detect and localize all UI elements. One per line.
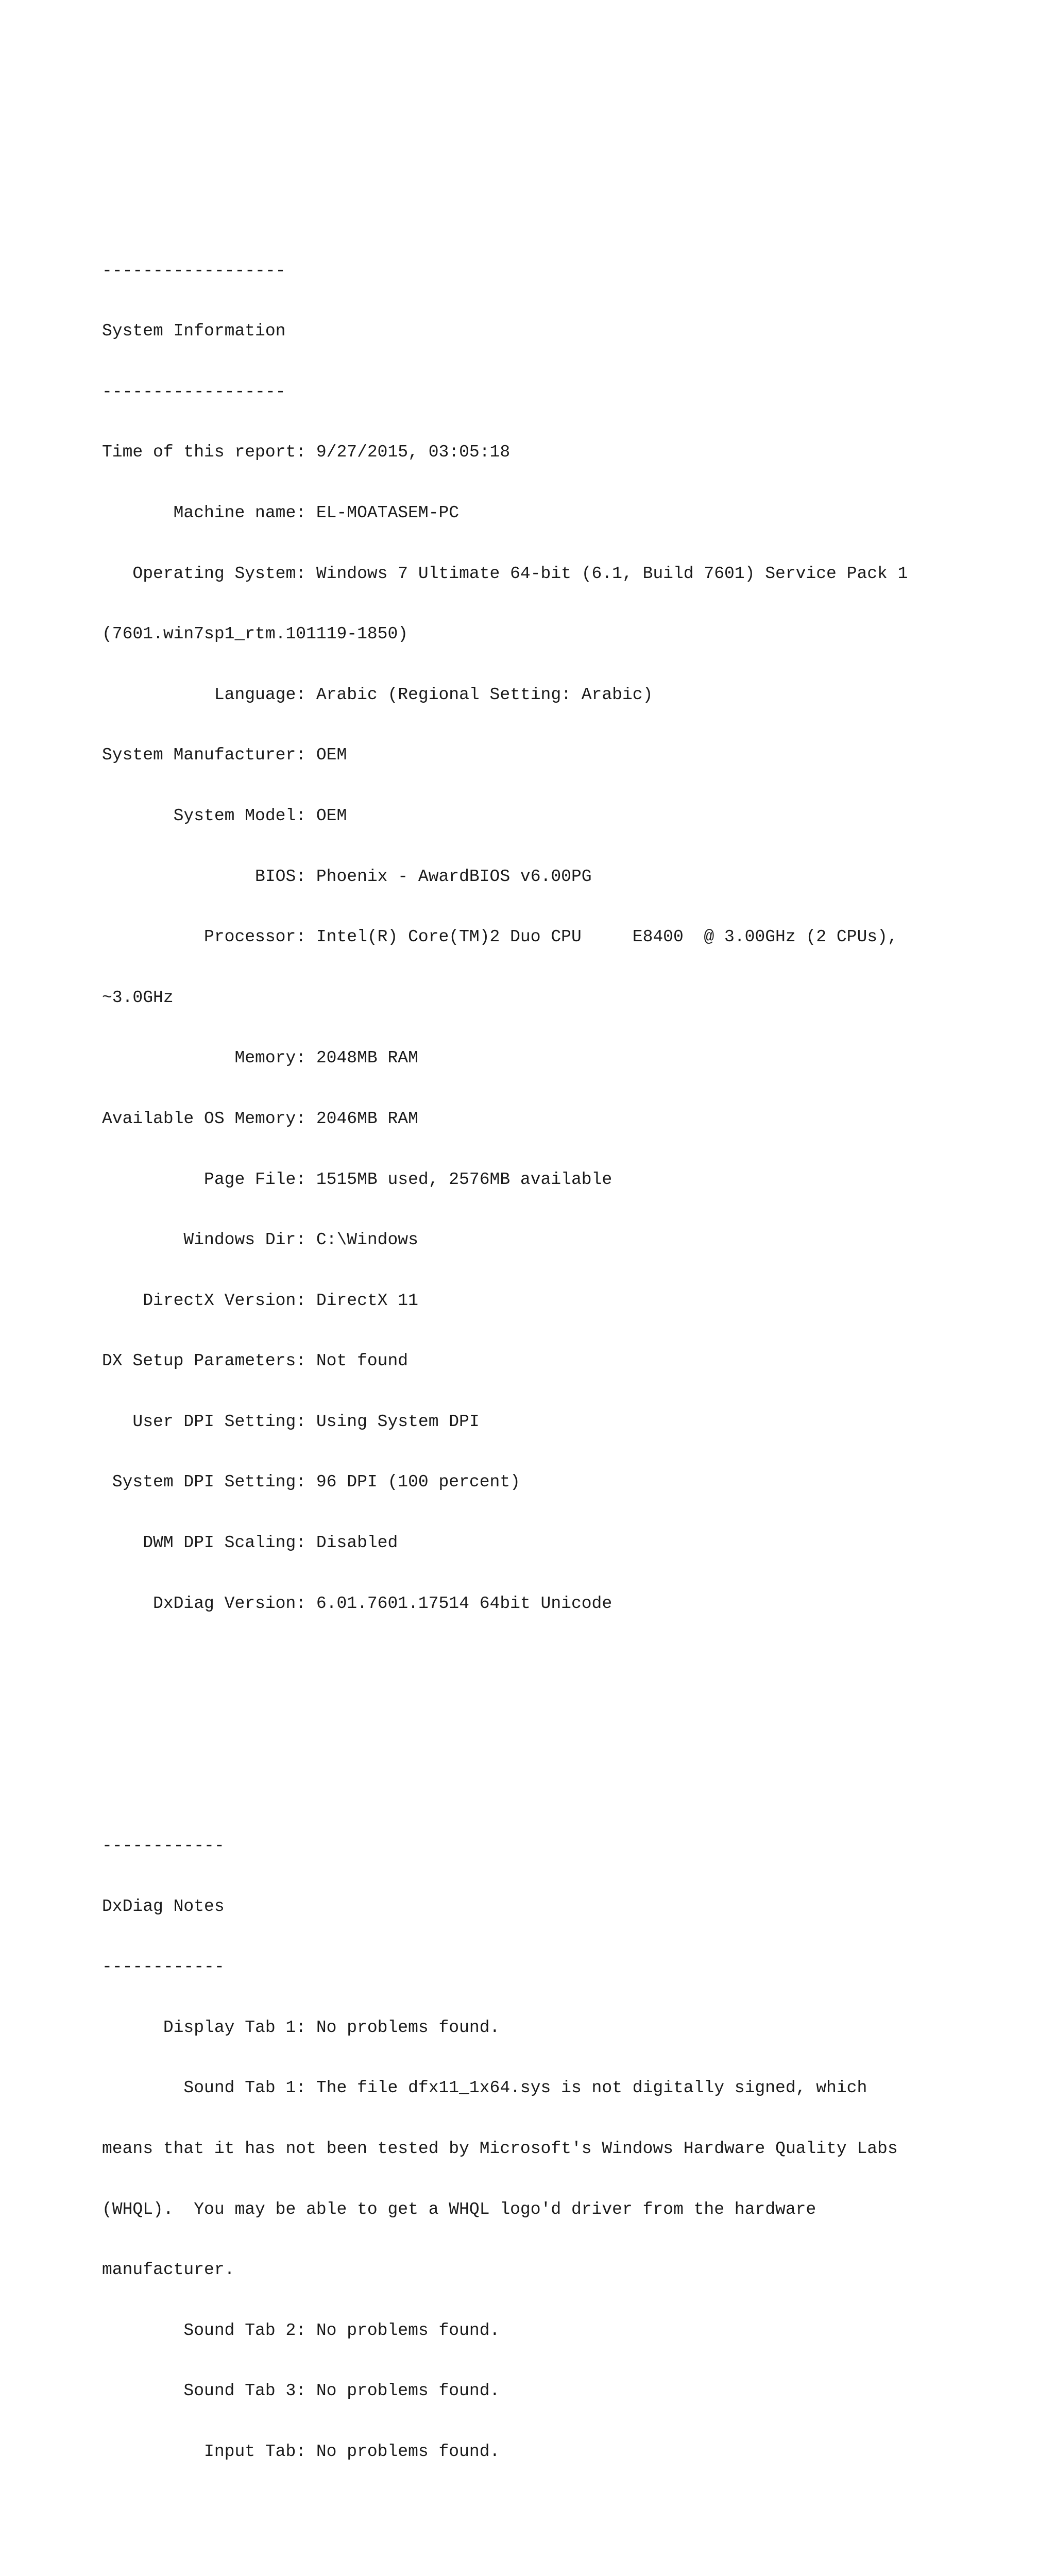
section-rule: ------------ <box>102 1957 225 1977</box>
report-line: means that it has not been tested by Microsoft's Windows Hardware Quality Labs <box>102 2139 898 2159</box>
section-rule: ------------------ <box>102 261 286 280</box>
report-line: User DPI Setting: Using System DPI <box>102 1412 480 1431</box>
report-line: Operating System: Windows 7 Ultimate 64-bit (6.1, Build 7601) Service Pack 1 <box>102 564 908 583</box>
report-line: (WHQL). You may be able to get a WHQL logo'd driver from the hardware <box>102 2199 816 2219</box>
report-line: Input Tab: No problems found. <box>102 2442 500 2462</box>
report-line: manufacturer. <box>102 2260 235 2280</box>
report-line: DWM DPI Scaling: Disabled <box>102 1533 398 1553</box>
section-dxdiag-notes <box>102 1795 1029 2502</box>
report-line: Sound Tab 1: The file dfx11_1x64.sys is not digitally signed, which <box>102 2078 867 2098</box>
report-line: Sound Tab 3: No problems found. <box>102 2381 500 2401</box>
report-line: Sound Tab 2: No problems found. <box>102 2320 500 2340</box>
report-line: System Manufacturer: OEM <box>102 745 347 765</box>
report-line: Time of this report: 9/27/2015, 03:05:18 <box>102 443 511 462</box>
report-line: System DPI Setting: 96 DPI (100 percent) <box>102 1472 520 1492</box>
report-line: System Model: OEM <box>102 806 347 825</box>
report-line: Available OS Memory: 2046MB RAM <box>102 1109 418 1128</box>
report-line: DirectX Version: DirectX 11 <box>102 1291 418 1310</box>
report-line: Processor: Intel(R) Core(TM)2 Duo CPU E8400 @ 3.00GHz (2 CPUs), <box>102 927 898 947</box>
section-title: System Information <box>102 321 286 341</box>
section-title: DxDiag Notes <box>102 1896 225 1916</box>
section-rule: ------------------ <box>102 382 286 401</box>
report-line: BIOS: Phoenix - AwardBIOS v6.00PG <box>102 867 592 886</box>
section-system-information <box>102 220 1029 1654</box>
report-line: DxDiag Version: 6.01.7601.17514 64bit Unicode <box>102 1594 612 1613</box>
report-line: Page File: 1515MB used, 2576MB available <box>102 1170 612 1189</box>
report-line: DX Setup Parameters: Not found <box>102 1351 409 1371</box>
report-line: Windows Dir: C:\Windows <box>102 1230 418 1250</box>
report-line: Language: Arabic (Regional Setting: Arabic) <box>102 685 653 704</box>
section-rule: ------------ <box>102 1836 225 1856</box>
report-line: Memory: 2048MB RAM <box>102 1048 418 1068</box>
report-line: Display Tab 1: No problems found. <box>102 2018 500 2037</box>
report-line: Machine name: EL-MOATASEM-PC <box>102 503 460 522</box>
report-line: ~3.0GHz <box>102 988 174 1007</box>
report-line: (7601.win7sp1_rtm.101119-1850) <box>102 624 409 644</box>
dxdiag-report <box>102 99 1029 2576</box>
